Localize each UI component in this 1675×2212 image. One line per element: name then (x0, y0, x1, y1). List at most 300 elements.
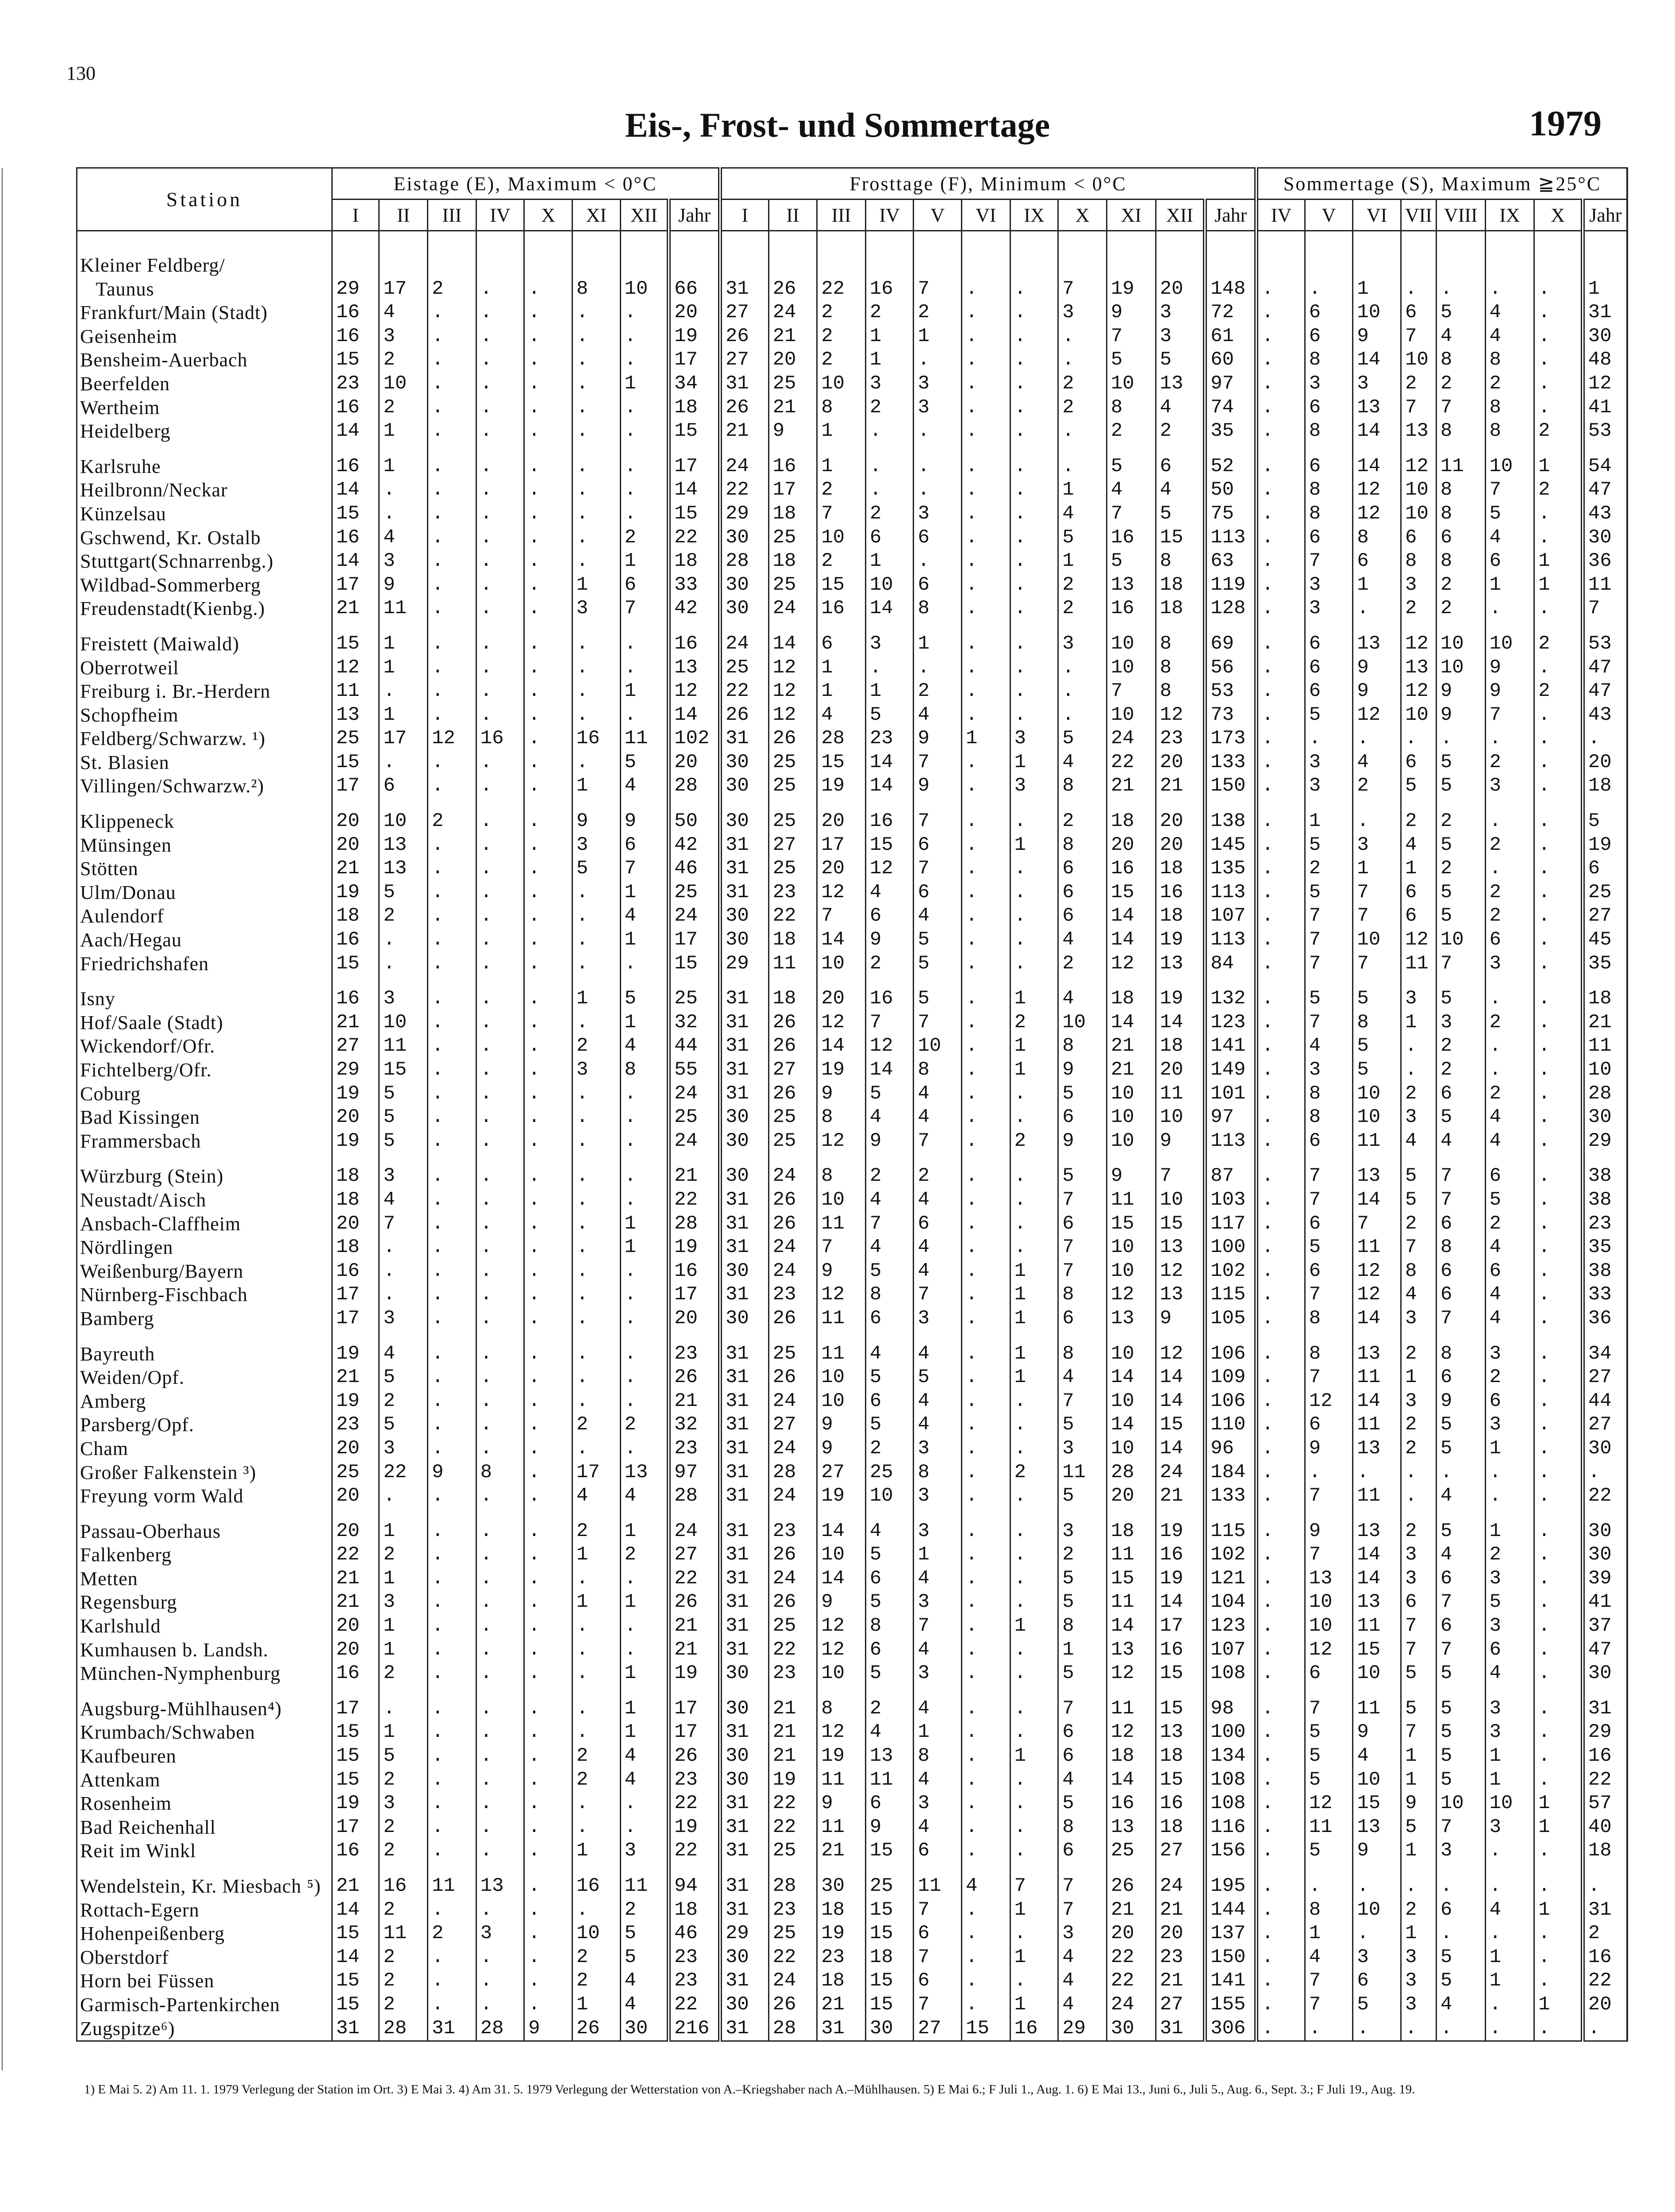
table-cell: 16 (1583, 1744, 1627, 1768)
table-cell: 22 (1106, 751, 1156, 775)
table-cell: 3 (1353, 372, 1401, 396)
table-cell: 69 (1205, 632, 1256, 656)
table-cell: 7 (1401, 396, 1436, 420)
month-header-f-i: I (720, 200, 768, 231)
table-cell: 25 (768, 372, 817, 396)
table-cell: 31 (720, 1874, 768, 1898)
table-cell: . (1058, 656, 1107, 680)
table-cell: 5 (379, 1744, 428, 1768)
station-name: Ulm/Donau (77, 881, 332, 905)
table-cell: . (1256, 1839, 1305, 1863)
table-cell: 96 (1205, 1437, 1256, 1461)
table-cell: 21 (1106, 1034, 1156, 1058)
table-cell: 6 (1436, 1283, 1485, 1307)
table-cell: 21 (768, 1744, 817, 1768)
table-cell: . (1256, 1437, 1305, 1461)
table-cell: . (620, 1638, 669, 1662)
table-cell: . (1305, 1874, 1353, 1898)
table-cell: 28 (817, 727, 866, 751)
table-cell: . (476, 573, 524, 597)
table-cell: 7 (1058, 1390, 1107, 1413)
table-cell: . (1436, 277, 1485, 301)
table-cell: 7 (1058, 1874, 1107, 1898)
table-cell: 4 (865, 1520, 914, 1544)
table-cell: 22 (720, 680, 768, 703)
table-cell: 19 (1156, 1520, 1205, 1544)
table-cell: . (1058, 348, 1107, 372)
table-cell: 19 (1156, 928, 1205, 952)
table-cell: . (524, 277, 572, 301)
table-cell: 23 (817, 1946, 866, 1970)
table-cell (1256, 231, 1305, 277)
table-cell: 8 (1305, 1898, 1353, 1922)
page-number: 130 (66, 62, 96, 84)
table-cell: 2 (379, 1662, 428, 1686)
table-cell: 3 (572, 833, 620, 857)
table-cell: 5 (379, 1082, 428, 1106)
table-cell: . (428, 597, 476, 621)
table-cell: 30 (1583, 1543, 1627, 1567)
table-cell: 1 (572, 774, 620, 798)
table-cell: . (428, 1106, 476, 1129)
table-cell: 1 (1534, 1993, 1583, 2017)
table-cell: . (572, 952, 620, 976)
table-cell: 29 (720, 1922, 768, 1946)
table-cell: 41 (1583, 396, 1627, 420)
table-cell: . (524, 727, 572, 751)
table-cell: 8 (1401, 1260, 1436, 1283)
table-cell: 9 (1353, 1839, 1401, 1863)
table-cell: 20 (1583, 1993, 1627, 2017)
table-cell: . (1256, 1390, 1305, 1413)
table-cell: 8 (1485, 396, 1534, 420)
table-cell: 23 (1583, 1212, 1627, 1236)
table-cell: . (476, 1614, 524, 1638)
table-cell: 6 (1305, 455, 1353, 479)
table-cell: . (1010, 277, 1058, 301)
table-cell: . (1534, 526, 1583, 550)
table-cell: 5 (379, 1106, 428, 1129)
table-cell: 25 (768, 1839, 817, 1863)
table-cell: 21 (1106, 774, 1156, 798)
table-cell: 2 (572, 1946, 620, 1970)
table-cell: 3 (1485, 952, 1534, 976)
table-cell: 1 (1010, 1058, 1058, 1082)
table-cell: . (962, 1638, 1010, 1662)
table-cell: . (1010, 455, 1058, 479)
table-cell: 43 (1583, 502, 1627, 526)
table-cell: 4 (914, 1816, 962, 1839)
table-cell: 5 (1305, 703, 1353, 727)
table-cell: 2 (1401, 597, 1436, 621)
table-cell: 13 (1106, 1816, 1156, 1839)
table-cell: 5 (1436, 774, 1485, 798)
table-cell: 104 (1205, 1590, 1256, 1614)
table-cell: . (476, 1946, 524, 1970)
table-cell: 1 (865, 348, 914, 372)
table-cell: 9 (817, 1437, 866, 1461)
table-cell: 29 (1583, 1720, 1627, 1744)
table-cell: 20 (817, 987, 866, 1011)
table-cell: . (962, 1520, 1010, 1544)
table-cell: 11 (1106, 1590, 1156, 1614)
table-cell: 145 (1205, 833, 1256, 857)
table-cell: . (620, 1366, 669, 1390)
table-cell: 25 (768, 810, 817, 833)
table-cell: . (1485, 2017, 1534, 2041)
table-cell: . (1256, 1342, 1305, 1366)
month-header-e-xi: XI (572, 200, 620, 231)
table-cell: 123 (1205, 1011, 1256, 1035)
table-cell: 30 (720, 1129, 768, 1153)
table-cell: 74 (1205, 396, 1256, 420)
month-header-f-xi: XI (1106, 200, 1156, 231)
table-cell: . (379, 1236, 428, 1260)
table-cell: . (620, 396, 669, 420)
station-name: Bamberg (77, 1307, 332, 1331)
table-cell: 21 (768, 1720, 817, 1744)
table-cell: . (1485, 810, 1534, 833)
table-cell: 103 (1205, 1188, 1256, 1212)
table-cell: . (620, 478, 669, 502)
table-cell: 3 (379, 1590, 428, 1614)
table-cell: 2 (1058, 372, 1107, 396)
table-cell: 7 (1401, 1638, 1436, 1662)
table-cell: 9 (1058, 1058, 1107, 1082)
table-cell: 22 (768, 1792, 817, 1816)
table-cell: 13 (1156, 952, 1205, 976)
station-name: Falkenberg (77, 1543, 332, 1567)
table-cell: 26 (768, 1993, 817, 2017)
table-cell: 10 (1106, 632, 1156, 656)
table-cell: 31 (720, 1058, 768, 1082)
table-cell: . (1534, 1307, 1583, 1331)
table-cell: 2 (1485, 881, 1534, 905)
table-row (77, 1874, 1628, 1898)
table-cell: 5 (1436, 833, 1485, 857)
table-cell: 6 (1305, 1129, 1353, 1153)
table-cell: 106 (1205, 1342, 1256, 1366)
table-cell: 29 (1583, 1129, 1627, 1153)
table-cell: 11 (1583, 1034, 1627, 1058)
table-cell: 7 (817, 502, 866, 526)
table-cell: 98 (1205, 1697, 1256, 1721)
table-row (77, 502, 1628, 526)
table-cell: 13 (379, 833, 428, 857)
table-cell: 4 (1485, 301, 1534, 325)
table-cell: 5 (1485, 1590, 1534, 1614)
month-header-f-ix: IX (1010, 200, 1058, 231)
table-cell: 20 (332, 1638, 379, 1662)
table-cell: 5 (1436, 1720, 1485, 1744)
table-cell: 5 (1436, 751, 1485, 775)
table-cell: 36 (1583, 1307, 1627, 1331)
table-cell: . (1534, 656, 1583, 680)
table-cell: 30 (720, 1697, 768, 1721)
table-cell: 23 (332, 372, 379, 396)
table-cell: 5 (1058, 1590, 1107, 1614)
table-cell: 31 (720, 1011, 768, 1035)
table-cell: . (476, 419, 524, 443)
table-cell: 15 (669, 502, 720, 526)
table-cell: 8 (1058, 1034, 1107, 1058)
table-cell: 4 (914, 1342, 962, 1366)
table-cell: 15 (962, 2017, 1010, 2041)
table-cell: 6 (914, 1839, 962, 1863)
table-cell: . (476, 597, 524, 621)
table-cell: . (428, 1390, 476, 1413)
table-cell: 1 (865, 325, 914, 349)
table-cell: 30 (720, 1307, 768, 1331)
table-cell: . (914, 656, 962, 680)
table-cell: 2 (1106, 419, 1156, 443)
table-cell: 38 (1583, 1188, 1627, 1212)
table-cell: 10 (914, 1034, 962, 1058)
table-cell: 2 (1401, 372, 1436, 396)
table-cell: . (1534, 325, 1583, 349)
table-cell: 3 (1485, 1720, 1534, 1744)
table-cell: 18 (1583, 987, 1627, 1011)
table-cell: 25 (768, 774, 817, 798)
table-cell: 11 (1353, 1484, 1401, 1508)
table-cell: 35 (1205, 419, 1256, 443)
table-cell: 121 (1205, 1567, 1256, 1591)
table-cell: . (1401, 1484, 1436, 1508)
table-cell: 10 (1106, 1342, 1156, 1366)
table-cell: 17 (332, 1816, 379, 1839)
table-cell: 8 (1058, 1614, 1107, 1638)
table-cell: . (524, 881, 572, 905)
table-cell: . (962, 703, 1010, 727)
table-cell: . (962, 1744, 1010, 1768)
table-cell: 24 (768, 1484, 817, 1508)
table-cell: 1 (379, 1638, 428, 1662)
table-cell: 6 (620, 833, 669, 857)
table-cell: 31 (720, 1082, 768, 1106)
table-cell: . (1256, 1614, 1305, 1638)
table-cell: 26 (768, 1307, 817, 1331)
table-cell: . (962, 1413, 1010, 1437)
table-cell: 5 (1436, 301, 1485, 325)
table-cell: 2 (1436, 810, 1485, 833)
table-cell: 2 (379, 1898, 428, 1922)
table-cell: 7 (1010, 1874, 1058, 1898)
table-cell: . (1534, 1697, 1583, 1721)
table-cell: . (1256, 478, 1305, 502)
table-cell: 1 (379, 632, 428, 656)
table-cell: 18 (768, 928, 817, 952)
table-row (77, 526, 1628, 550)
table-cell: 8 (1305, 1342, 1353, 1366)
table-cell: 7 (1401, 1720, 1436, 1744)
table-cell: . (1534, 1614, 1583, 1638)
table-cell: 23 (768, 1520, 817, 1544)
table-cell: 23 (669, 1437, 720, 1461)
table-cell: 6 (1058, 1744, 1107, 1768)
table-cell: 10 (1106, 1390, 1156, 1413)
table-cell: . (962, 1260, 1010, 1283)
table-cell: 9 (1353, 656, 1401, 680)
table-cell: 6 (1401, 881, 1436, 905)
table-cell: 31 (720, 1034, 768, 1058)
month-header-s-vii: VII (1401, 200, 1436, 231)
table-cell: . (524, 1720, 572, 1744)
table-cell: . (1534, 1413, 1583, 1437)
table-cell: 31 (720, 2017, 768, 2041)
table-cell: 25 (768, 1922, 817, 1946)
table-cell: 7 (1305, 1283, 1353, 1307)
table-cell: 22 (669, 526, 720, 550)
table-cell: 6 (1353, 549, 1401, 573)
table-cell: 18 (1106, 1520, 1156, 1544)
table-cell: . (428, 680, 476, 703)
table-row (77, 1697, 1628, 1721)
table-cell: 31 (720, 727, 768, 751)
table-cell: 7 (865, 1212, 914, 1236)
table-cell: . (1256, 1082, 1305, 1106)
table-row (77, 1461, 1628, 1485)
table-cell: . (524, 573, 572, 597)
table-cell: 107 (1205, 904, 1256, 928)
table-cell: 133 (1205, 751, 1256, 775)
table-cell: 2 (1401, 1437, 1436, 1461)
table-cell: 30 (1583, 1520, 1627, 1544)
table-cell: 2 (1485, 1082, 1534, 1106)
table-cell: . (428, 1543, 476, 1567)
station-name: Würzburg (Stein) (77, 1164, 332, 1188)
table-cell: 60 (1205, 348, 1256, 372)
table-cell: 14 (768, 632, 817, 656)
table-row (77, 396, 1628, 420)
table-cell: 4 (1106, 478, 1156, 502)
table-cell: 21 (1106, 1058, 1156, 1082)
table-cell: 132 (1205, 987, 1256, 1011)
table-cell: . (1010, 549, 1058, 573)
table-cell: 26 (768, 1366, 817, 1390)
table-cell: 18 (768, 502, 817, 526)
table-row (77, 1413, 1628, 1437)
table-cell: . (1010, 1697, 1058, 1721)
table-cell: 11 (817, 1816, 866, 1839)
table-cell: . (428, 1058, 476, 1082)
table-cell: 21 (332, 1874, 379, 1898)
table-cell: 113 (1205, 526, 1256, 550)
table-cell: 7 (1305, 1164, 1353, 1188)
table-cell: 20 (332, 1106, 379, 1129)
month-header-f-xii: XII (1156, 200, 1205, 231)
table-cell: . (476, 1390, 524, 1413)
table-cell: 195 (1205, 1874, 1256, 1898)
table-cell: 1 (379, 419, 428, 443)
table-cell: . (1010, 1484, 1058, 1508)
table-cell: . (962, 1993, 1010, 2017)
table-cell: 7 (620, 857, 669, 881)
table-cell: 33 (1583, 1283, 1627, 1307)
table-cell: . (428, 1792, 476, 1816)
table-cell: 30 (720, 1260, 768, 1283)
table-cell: 2 (572, 1969, 620, 1993)
table-cell: 106 (1205, 1390, 1256, 1413)
table-cell: 14 (1353, 1188, 1401, 1212)
table-cell: . (1534, 396, 1583, 420)
table-cell: . (1534, 952, 1583, 976)
table-cell: . (620, 502, 669, 526)
table-cell: 4 (1305, 1946, 1353, 1970)
table-cell: 26 (1106, 1874, 1156, 1898)
table-cell: 3 (1401, 1390, 1436, 1413)
table-cell: 14 (1353, 1390, 1401, 1413)
table-cell: 8 (1436, 502, 1485, 526)
table-cell: . (1010, 1720, 1058, 1744)
table-cell: . (1256, 1792, 1305, 1816)
station-name: Aach/Hegau (77, 928, 332, 952)
table-cell: 12 (1401, 632, 1436, 656)
table-cell: . (962, 1437, 1010, 1461)
table-cell: 7 (1106, 680, 1156, 703)
table-cell: 30 (720, 1993, 768, 2017)
table-cell: 20 (1583, 751, 1627, 775)
table-cell: 10 (1353, 1082, 1401, 1106)
table-cell: 22 (669, 1993, 720, 2017)
table-cell: 4 (1058, 1993, 1107, 2017)
table-cell: . (1010, 656, 1058, 680)
table-cell: 31 (720, 1366, 768, 1390)
table-cell: 10 (379, 810, 428, 833)
table-cell: 6 (1058, 1212, 1107, 1236)
table-cell: . (1256, 1590, 1305, 1614)
table-cell: . (524, 857, 572, 881)
table-cell: 7 (379, 1212, 428, 1236)
table-row (77, 987, 1628, 1011)
table-cell: . (524, 656, 572, 680)
table-cell: 4 (1436, 1129, 1485, 1153)
table-cell: 2 (1436, 597, 1485, 621)
table-cell: 8 (1156, 656, 1205, 680)
table-cell: 1 (1401, 1011, 1436, 1035)
table-cell: 1 (865, 680, 914, 703)
table-cell: . (428, 1898, 476, 1922)
table-cell: 27 (817, 1461, 866, 1485)
table-cell: . (524, 680, 572, 703)
table-cell: 21 (768, 1697, 817, 1721)
table-cell: 150 (1205, 774, 1256, 798)
table-cell: 27 (720, 301, 768, 325)
table-cell: 2 (1401, 1082, 1436, 1106)
table-cell: 12 (1305, 1638, 1353, 1662)
table-cell: . (476, 549, 524, 573)
table-cell: 7 (1485, 703, 1534, 727)
table-cell: . (962, 372, 1010, 396)
table-cell: 16 (332, 928, 379, 952)
station-name: Oberrotweil (77, 656, 332, 680)
table-cell: . (914, 348, 962, 372)
table-cell: 2 (1485, 372, 1534, 396)
table-cell: . (1436, 2017, 1485, 2041)
table-cell: 17 (817, 833, 866, 857)
table-cell: 306 (1205, 2017, 1256, 2041)
table-cell (914, 231, 962, 277)
table-cell: . (1436, 727, 1485, 751)
table-cell: 30 (1583, 1662, 1627, 1686)
table-cell (720, 231, 768, 277)
table-cell: . (1534, 727, 1583, 751)
table-cell: 15 (1106, 881, 1156, 905)
margin-line (2, 168, 3, 2070)
table-cell: 9 (865, 928, 914, 952)
table-cell: . (1256, 1461, 1305, 1485)
table-cell: 15 (332, 1969, 379, 1993)
table-cell: 5 (914, 928, 962, 952)
